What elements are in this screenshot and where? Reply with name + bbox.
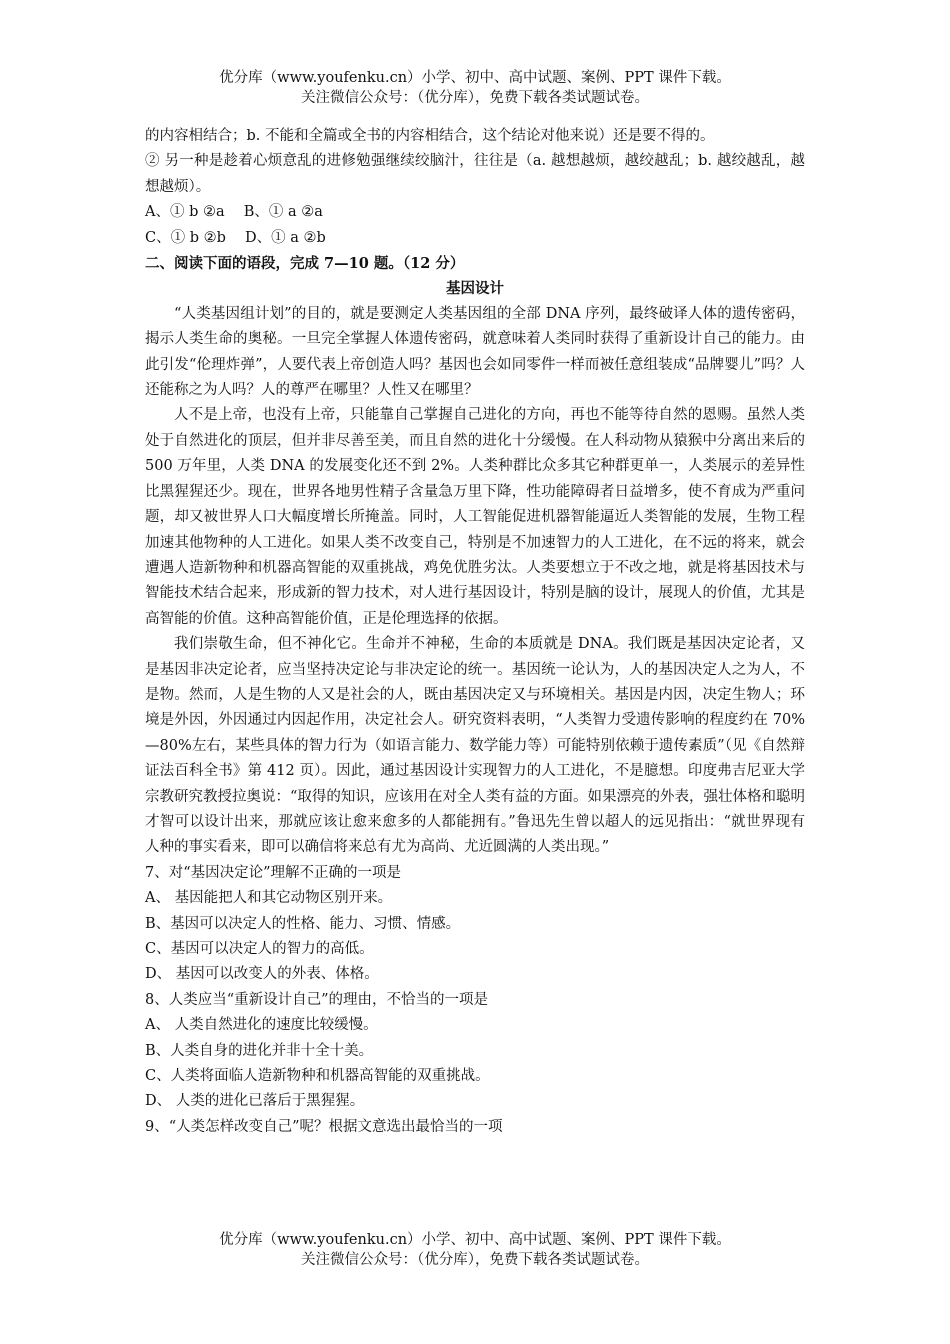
previous-question-continuation: 的内容相结合；b. 不能和全篇或全书的内容相结合，这个结论对他来说）还是要不得的。 [145, 128, 715, 144]
question-9-stem: 9、“人类怎样改变自己”呢？根据文意选出最恰当的一项 [145, 1118, 503, 1135]
article-paragraph: 人不是上帝，也没有上帝，只能靠自己掌握自己进化的方向，再也不能等待自然的恩赐。虽然人类处于自然进化的顶层，但并非尽善至美，而且自然的进化十分缓慢。在人科动物从猿猴中分离出来后的 500 万年里，人类 DNA 的发展变化还不到 2%。人类种群比众多其它种群更单一，人类展示的差异性比黑猩猩还少。现在，世界各地男性精子含量急万里下降，性功能障碍者日益增多，使不育成为严重问题，却又被世界人口大幅度增长所掩盖。同时，人工智能促进机器智能逼近人类智能的发展，生物工程加速其他物种的人工进化。如果人类不改变自己，特别是不加速智力的人工进化，在不远的将来，就会遭遇人造新物种和机器高智能的双重挑战，鸡免优胜劣汰。人类要想立于不改之地，就是将基因技术与智能技术结合起来，形成新的智力技术，对人进行基因设计，特别是脑的设计，展现人的价值，尤其是高智能的价值。这种高智能价值，正是伦理选择的依据。 [145, 407, 805, 627]
question-8-option-a: A、 人类自然进化的速度比较缓慢。 [145, 1017, 378, 1034]
question-8-option-d: D、 人类的进化已落后于黑猩猩。 [145, 1093, 365, 1110]
section-heading: 二、阅读下面的语段，完成 7—10 题。（12 分） [145, 255, 465, 273]
question-7-stem: 7、对“基因决定论”理解不正确的一项是 [145, 864, 402, 881]
question-7-option-c: C、基因可以决定人的智力的高低。 [145, 941, 374, 957]
page-footer [0, 1230, 950, 1270]
question-8-option-c: C、人类将面临人造新物种和机器高智能的双重挑战。 [145, 1068, 490, 1085]
previous-question-item-2: ② 另一种是趁着心烦意乱的进修勉强继续绞脑汁，往往是（a. 越想越烦，越绞越乱；b. 越绞越乱，越想越烦）。 [145, 153, 805, 195]
question-8-option-b: B、人类自身的进化并非十全十美。 [145, 1042, 374, 1059]
footer-line-2: 关注微信公众号：（优分库），免费下载各类试题试卷。 [301, 1252, 649, 1268]
header-line-2: 关注微信公众号：（优分库），免费下载各类试题试卷。 [301, 90, 649, 106]
article-paragraph: 我们崇敬生命，但不神化它。生命并不神秘，生命的本质就是 DNA。我们既是基因决定论者，又是基因非决定论者，应当坚持决定论与非决定论的统一。基因统一论认为，人的基因决定人之为人，不是物。然而，人是生物的人又是社会的人，既由基因决定又与环境相关。基因是内因，决定生物人；环境是外因，外因通过内因起作用，决定社会人。研究资料表明，“人类智力受遗传影响的程度约在 70%—80%左右，某些具体的智力行为（如语言能力、数学能力等）可能特别依赖于遗传素质”（见《自然辩证法百科全书》第 412 页）。因此，通过基因设计实现智力的人工进化，不是臆想。印度弗吉尼亚大学宗教研究教授拉奥说：“取得的知识，应该用在对全人类有益的方面。如果漂亮的外表，强壮体格和聪明才智可以设计出来，那就应该让愈来愈多的人都能拥有。”鲁迅先生曾以超人的远见指出：“就世界现有人种的事实看来，即可以确信将来总有尤为高尚、尤近圆满的人类出现。” [145, 636, 805, 856]
page-header [0, 68, 950, 108]
article-paragraph: “人类基因组计划”的目的，就是要测定人类基因组的全部 DNA 序列，最终破译人体的遗传密码，揭示人类生命的奥秘。一旦完全掌握人体遗传密码，就意味着人类同时获得了重新设计自己的能力。由此引发“伦理炸弹”，人要代表上帝创造人吗？基因也会如同零件一样而被任意组装成“品牌婴儿”吗？人还能称之为人吗？人的尊严在哪里？人性又在哪里？ [145, 305, 805, 399]
previous-question-options-ab: A、① b ②a B、① a ②a [145, 204, 323, 221]
previous-question-options-cd: C、① b ②b D、① a ②b [145, 229, 326, 246]
header-line-1: 优分库（www.youfenku.cn）小学、初中、高中试题、案例、PPT 课件下载。 [219, 70, 731, 86]
article-title: 基因设计 [446, 280, 504, 298]
footer-line-1: 优分库（www.youfenku.cn）小学、初中、高中试题、案例、PPT 课件下载。 [219, 1232, 731, 1248]
question-7-option-a: A、 基因能把人和其它动物区别开来。 [145, 890, 393, 907]
question-7-option-d: D、 基因可以改变人的外表、体格。 [145, 966, 379, 983]
document-body [145, 124, 805, 1140]
question-8-stem: 8、人类应当“重新设计自己”的理由，不恰当的一项是 [145, 991, 489, 1008]
question-7-option-b: B、基因可以决定人的性格、能力、习惯、情感。 [145, 915, 461, 932]
